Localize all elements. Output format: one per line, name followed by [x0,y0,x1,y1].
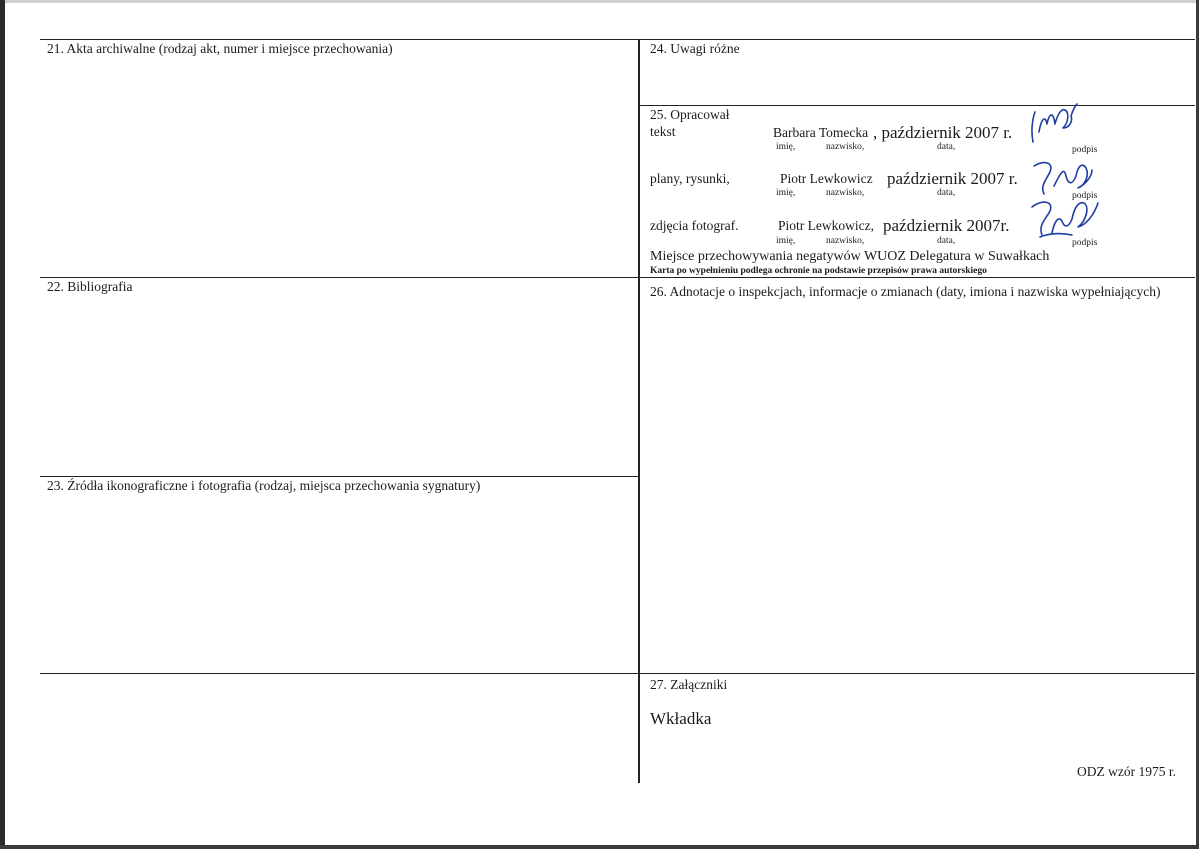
row-plany-date: październik 2007 r. [887,169,1018,188]
divider-21-22 [40,277,640,278]
sub-nazwisko-2: nazwisko, [826,188,865,198]
sub-imie-1: imię, [776,142,796,152]
top-border-line [40,39,1195,40]
section-22-heading: 22. Bibliografia [47,279,133,294]
sub-podpis-1: podpis [1072,145,1098,155]
scan-edge-bottom [0,845,1199,849]
sub-nazwisko-3: nazwisko, [826,236,865,246]
row-plany-label: plany, rysunki, [650,171,730,186]
signature-3-icon [1028,193,1104,241]
sub-nazwisko-1: nazwisko, [826,142,865,152]
row-zdjecia-date: październik 2007r. [883,216,1010,235]
sub-imie-3: imię, [776,236,796,246]
divider-24-25 [640,105,1195,106]
row-tekst-label: tekst [650,124,676,139]
row-zdjecia-label: zdjęcia fotograf. [650,218,739,233]
sub-imie-2: imię, [776,188,796,198]
row-zdjecia-name: Piotr Lewkowicz, [778,218,874,233]
section-23-heading: 23. Źródła ikonograficzne i fotografia (rodzaj, miejsca przechowania sygnatury) [47,478,481,493]
scan-edge-top [0,0,1199,3]
row-plany-name: Piotr Lewkowicz [780,171,873,186]
negatives-location: Miejsce przechowywania negatywów WUOZ Delegatura w Suwałkach [650,249,1050,264]
sub-data-2: data, [937,188,956,198]
sub-podpis-3: podpis [1072,238,1098,248]
attachment-item: Wkładka [650,709,712,728]
divider-26-27 [640,673,1195,674]
signature-1-icon [1025,102,1085,146]
scan-edge-left [0,0,5,849]
section-21-heading: 21. Akta archiwalne (rodzaj akt, numer i miejsce przechowania) [47,41,393,56]
sub-data-1: data, [937,142,956,152]
sub-podpis-2: podpis [1072,191,1098,201]
center-divider-line [638,39,640,783]
section-27-heading: 27. Załączniki [650,677,728,692]
copyright-notice: Karta po wypełnieniu podlega ochronie na podstawie przepisów prawa autorskiego [650,266,987,276]
divider-22-23 [40,476,640,477]
row-tekst-date: , październik 2007 r. [873,123,1013,142]
divider-bottom-left [40,673,640,674]
section-24-heading: 24. Uwagi różne [650,41,740,56]
section-26-heading: 26. Adnotacje o inspekcjach, informacje o zmianach (daty, imiona i nazwiska wypełniających) [650,284,1161,299]
form-footer: ODZ wzór 1975 r. [1077,764,1176,779]
divider-25-26 [640,277,1195,278]
sub-data-3: data, [937,236,956,246]
row-tekst-name: Barbara Tomecka [773,125,869,140]
section-25-heading: 25. Opracował [650,107,730,122]
